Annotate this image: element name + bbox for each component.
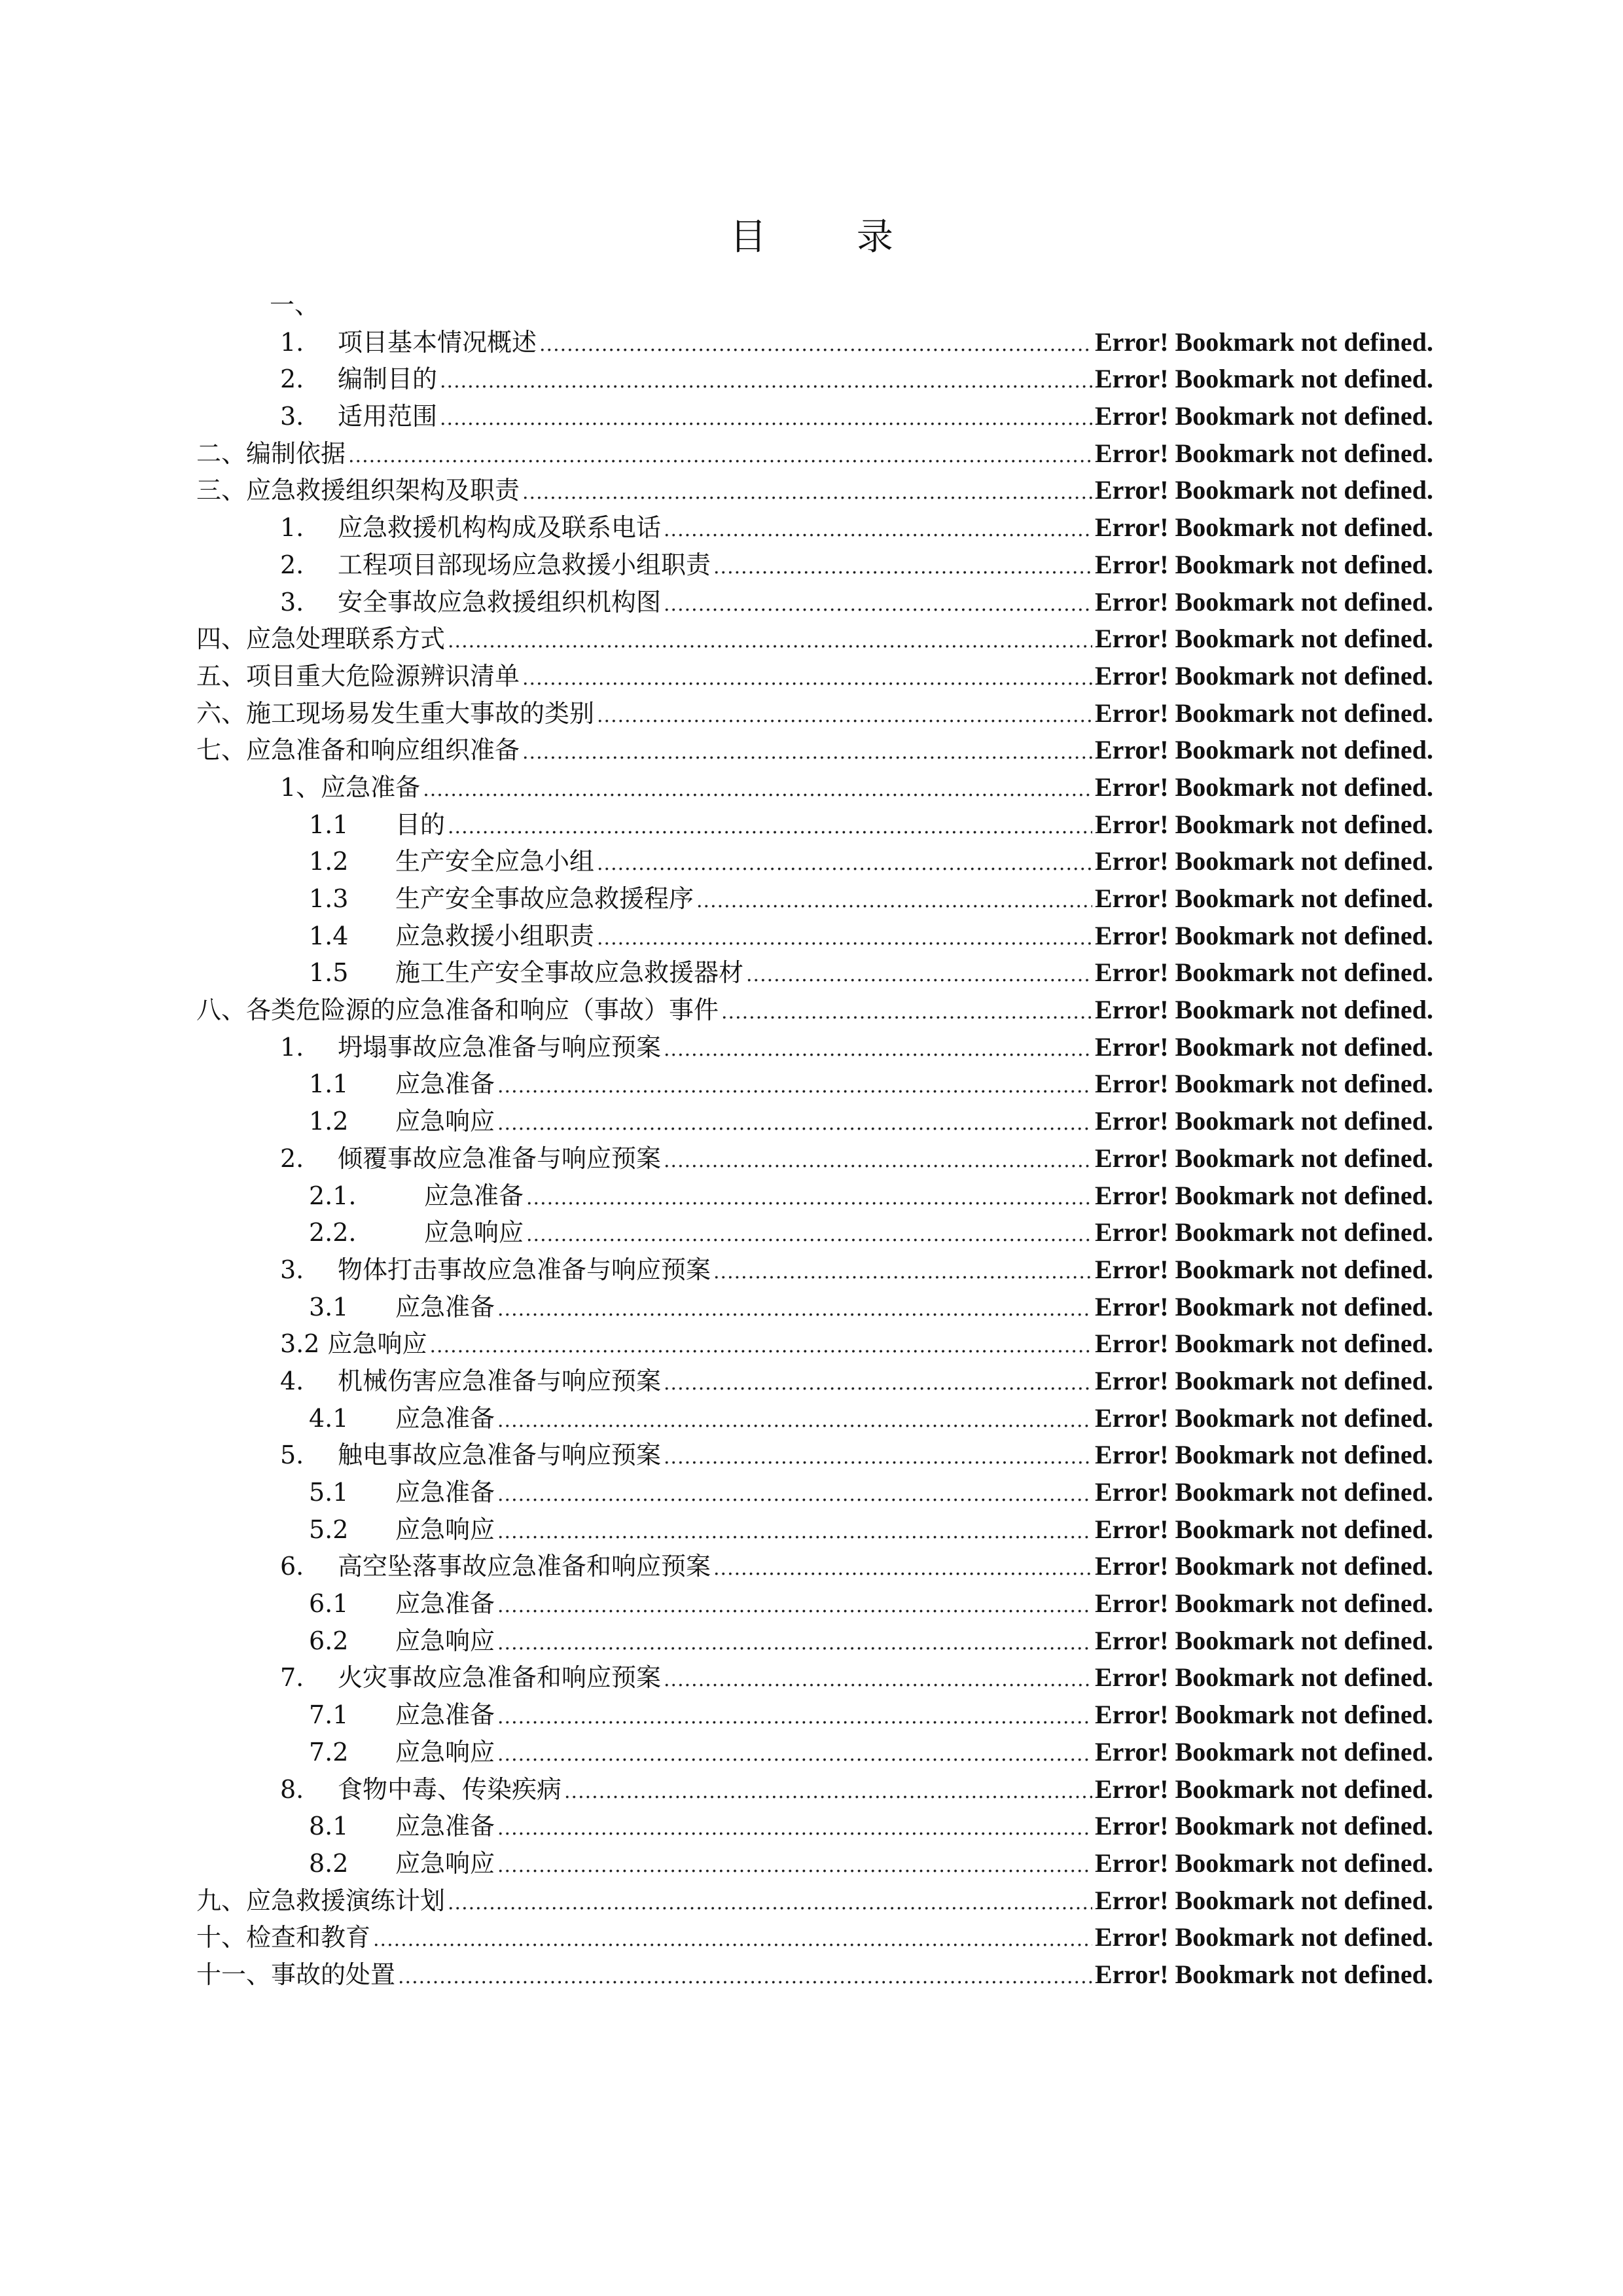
toc-entry-label: 编制目的 (338, 365, 438, 394)
toc-dot-leader (373, 1922, 1092, 1959)
toc-page-reference: Error! Bookmark not defined. (1094, 1774, 1433, 1804)
toc-dot-leader (497, 1068, 1092, 1105)
toc-entry[interactable] (196, 509, 1433, 547)
toc-dot-leader (664, 512, 1092, 549)
toc-page-reference: Error! Bookmark not defined. (1094, 920, 1433, 950)
toc-page-reference: Error! Bookmark not defined. (1094, 1365, 1433, 1395)
toc-page-reference: Error! Bookmark not defined. (1094, 1662, 1433, 1693)
toc-page-reference: Error! Bookmark not defined. (1094, 549, 1433, 579)
toc-entry-number: 3. (280, 1255, 304, 1284)
toc-entry-number: 5. (280, 1441, 304, 1470)
toc-entry-number: 1.2 (309, 1107, 349, 1136)
toc-page-reference: Error! Bookmark not defined. (1094, 1700, 1433, 1730)
toc-entry-number: 5.2 (309, 1515, 349, 1544)
toc-entry-label: 四、应急处理联系方式 (196, 624, 446, 654)
toc-entry-label: 应急准备 (395, 1403, 495, 1433)
toc-entry[interactable] (196, 1177, 1433, 1215)
toc-page-reference: Error! Bookmark not defined. (1094, 1922, 1433, 1952)
toc-dot-leader (664, 1031, 1092, 1069)
toc-entry-label: 物体打击事故应急准备与响应预案 (338, 1255, 711, 1284)
toc-entry-number: 8.2 (309, 1848, 349, 1878)
toc-dot-leader (430, 1328, 1092, 1365)
toc-entry[interactable] (196, 1919, 1433, 1956)
toc-entry[interactable] (196, 547, 1433, 584)
toc-page-reference: Error! Bookmark not defined. (1094, 772, 1433, 802)
toc-page-reference: Error! Bookmark not defined. (1094, 846, 1433, 876)
toc-page-reference: Error! Bookmark not defined. (1094, 698, 1433, 728)
toc-page-reference: Error! Bookmark not defined. (1094, 1625, 1433, 1655)
toc-entry-label: 七、应急准备和响应组织准备 (196, 736, 520, 765)
toc-page-reference: Error! Bookmark not defined. (1094, 401, 1433, 431)
toc-entry[interactable] (196, 1882, 1433, 1920)
toc-dot-leader (713, 549, 1092, 586)
toc-dot-leader (522, 734, 1092, 772)
toc-entry-number: 1. (280, 513, 304, 543)
toc-entry[interactable] (196, 324, 1433, 361)
toc-entry-number: 4.1 (309, 1403, 349, 1433)
toc-dot-leader (440, 363, 1092, 401)
toc-dot-leader (664, 1143, 1092, 1180)
toc-entry[interactable] (196, 1956, 1433, 1994)
toc-entry-label: 应急准备 (395, 1069, 495, 1099)
toc-entry-label: 倾覆事故应急准备与响应预案 (338, 1143, 662, 1173)
toc-dot-leader (713, 1254, 1092, 1291)
toc-entry[interactable] (196, 287, 1433, 324)
toc-page-reference: Error! Bookmark not defined. (1094, 1848, 1433, 1878)
toc-entry-label: 高空坠落事故应急准备和响应预案 (338, 1552, 711, 1581)
toc-entry[interactable] (196, 361, 1433, 398)
toc-entry-label: 目的 (395, 810, 446, 839)
toc-page-reference: Error! Bookmark not defined. (1094, 1477, 1433, 1507)
toc-page-reference: Error! Bookmark not defined. (1094, 1959, 1433, 1989)
toc-dot-leader (713, 1551, 1092, 1588)
toc-page-reference: Error! Bookmark not defined. (1094, 1180, 1433, 1210)
toc-page-reference: Error! Bookmark not defined. (1094, 1811, 1433, 1841)
toc-page-reference: Error! Bookmark not defined. (1094, 624, 1433, 654)
toc-entry-label: 二、编制依据 (196, 439, 346, 468)
toc-page-reference: Error! Bookmark not defined. (1094, 735, 1433, 765)
toc-entry[interactable] (196, 1029, 1433, 1066)
toc-entry[interactable] (196, 843, 1433, 880)
toc-entry[interactable] (196, 1696, 1433, 1734)
toc-dot-leader (448, 623, 1092, 660)
toc-entry-number: 1.3 (309, 884, 349, 913)
toc-dot-leader (664, 1662, 1092, 1699)
toc-entry-number: 3. (280, 587, 304, 617)
toc-entry[interactable] (196, 1363, 1433, 1400)
toc-entry-label: 火灾事故应急准备和响应预案 (338, 1663, 662, 1693)
toc-dot-leader (423, 772, 1092, 809)
toc-dot-leader (497, 1291, 1092, 1329)
toc-entry-label: 生产安全事故应急救援程序 (395, 884, 694, 913)
toc-entry-label: 六、施工现场易发生重大事故的类别 (196, 698, 595, 728)
toc-entry-number: 8.1 (309, 1812, 349, 1841)
toc-entry-label: 九、应急救援演练计划 (196, 1886, 446, 1915)
toc-entry[interactable] (196, 1325, 1433, 1363)
toc-entry-number: 2.2. (309, 1218, 357, 1247)
toc-entry-number: 1.5 (309, 958, 349, 988)
toc-page-reference: Error! Bookmark not defined. (1094, 475, 1433, 505)
toc-entry[interactable] (196, 769, 1433, 806)
toc-entry-label: 三、应急救援组织架构及职责 (196, 476, 520, 505)
toc-page-reference: Error! Bookmark not defined. (1094, 512, 1433, 543)
toc-entry[interactable] (196, 1140, 1433, 1177)
toc-page-reference: Error! Bookmark not defined. (1094, 995, 1433, 1025)
toc-dot-leader (526, 1217, 1092, 1254)
toc-entry-label: 应急救援小组职责 (395, 921, 595, 950)
toc-dot-leader (497, 1810, 1092, 1848)
toc-page-reference: Error! Bookmark not defined. (1094, 327, 1433, 357)
toc-page-reference: Error! Bookmark not defined. (1094, 1143, 1433, 1173)
toc-dot-leader (497, 1736, 1092, 1774)
toc-entry[interactable] (196, 658, 1433, 695)
toc-entry-label: 坍塌事故应急准备与响应预案 (338, 1032, 662, 1062)
toc-entry[interactable] (196, 954, 1433, 992)
toc-entry[interactable] (196, 1437, 1433, 1474)
toc-entry[interactable] (196, 620, 1433, 658)
toc-entry-label: 应急准备 (395, 1812, 495, 1841)
toc-entry[interactable] (196, 1066, 1433, 1103)
toc-entry[interactable] (196, 435, 1433, 473)
toc-entry[interactable] (196, 472, 1433, 509)
toc-dot-leader (497, 1105, 1092, 1143)
toc-entry-number: 7.2 (309, 1737, 349, 1767)
toc-entry-number: 2. (280, 550, 304, 579)
toc-entry-label: 应急响应 (395, 1626, 495, 1655)
toc-dot-leader (497, 1699, 1092, 1736)
toc-entry-number: 1.4 (309, 921, 349, 950)
toc-page-reference: Error! Bookmark not defined. (1094, 1514, 1433, 1544)
toc-entry-number: 3.1 (309, 1292, 349, 1321)
toc-entry-label: 安全事故应急救援组织机构图 (338, 587, 662, 617)
toc-entry[interactable] (196, 1734, 1433, 1771)
toc-page-reference: Error! Bookmark not defined. (1094, 1440, 1433, 1470)
toc-entry-label: 十一、事故的处置 (196, 1960, 396, 1989)
toc-entry[interactable] (196, 1808, 1433, 1845)
toc-page-reference: Error! Bookmark not defined. (1094, 1588, 1433, 1619)
toc-dot-leader (497, 1514, 1092, 1551)
toc-entry-label: 机械伤害应急准备与响应预案 (338, 1366, 662, 1395)
toc-entry[interactable] (196, 695, 1433, 732)
toc-entry[interactable] (196, 992, 1433, 1029)
toc-entry-number: 6.1 (309, 1589, 349, 1619)
toc-entry-label: 应急救援机构构成及联系电话 (338, 513, 662, 543)
toc-dot-leader (497, 1848, 1092, 1885)
toc-dot-leader (497, 1588, 1092, 1625)
toc-dot-leader (497, 1625, 1092, 1662)
toc-entry[interactable] (196, 1771, 1433, 1808)
toc-entry[interactable] (196, 1474, 1433, 1511)
toc-dot-leader (664, 1365, 1092, 1403)
toc-entry-label: 应急准备 (395, 1589, 495, 1619)
toc-entry[interactable] (196, 1511, 1433, 1549)
toc-dot-leader (448, 1885, 1092, 1922)
toc-page-reference: Error! Bookmark not defined. (1094, 586, 1433, 617)
toc-page-reference: Error! Bookmark not defined. (1094, 1736, 1433, 1767)
toc-dot-leader (440, 401, 1092, 438)
toc-entry-number: 1. (280, 1032, 304, 1062)
toc-entry-label: 十、检查和教育 (196, 1923, 371, 1952)
toc-page-reference: Error! Bookmark not defined. (1094, 958, 1433, 988)
toc-dot-leader (597, 846, 1092, 883)
toc-dot-leader (497, 1477, 1092, 1514)
toc-entry-number: 6. (280, 1552, 304, 1581)
toc-entry[interactable] (196, 732, 1433, 769)
toc-entry-number: 2. (280, 365, 304, 394)
toc-entry-label: 应急准备 (395, 1292, 495, 1321)
toc-entry-label: 五、项目重大危险源辨识清单 (196, 661, 520, 691)
toc-entry[interactable] (196, 1251, 1433, 1289)
toc-entry[interactable] (196, 1103, 1433, 1140)
toc-entry[interactable] (196, 584, 1433, 621)
toc-entry-label: 应急响应 (395, 1107, 495, 1136)
toc-entry[interactable] (196, 1659, 1433, 1696)
toc-entry-number: 7. (280, 1663, 304, 1693)
toc-entry-number: 5.1 (309, 1478, 349, 1507)
toc-page-reference: Error! Bookmark not defined. (1094, 1217, 1433, 1247)
toc-dot-leader (597, 920, 1092, 958)
toc-dot-leader (746, 957, 1092, 994)
toc-page-reference: Error! Bookmark not defined. (1094, 364, 1433, 394)
toc-entry-label: 应急响应 (424, 1218, 524, 1247)
toc-dot-leader (526, 1180, 1092, 1217)
toc-page-reference: Error! Bookmark not defined. (1094, 1329, 1433, 1359)
toc-page-reference: Error! Bookmark not defined. (1094, 1106, 1433, 1136)
toc-dot-leader (664, 1439, 1092, 1477)
toc-entry-number: 2. (280, 1143, 304, 1173)
toc-entry-label: 一、 (270, 291, 320, 319)
toc-entry[interactable] (196, 1623, 1433, 1660)
toc-dot-leader (448, 809, 1092, 846)
toc-entry-label: 应急响应 (395, 1515, 495, 1544)
toc-entry-label: 应急响应 (395, 1737, 495, 1767)
toc-page-reference: Error! Bookmark not defined. (1094, 1254, 1433, 1284)
toc-page-reference: Error! Bookmark not defined. (1094, 1069, 1433, 1099)
toc-entry-label: 应急准备 (424, 1181, 524, 1210)
toc-entry-number: 4. (280, 1366, 304, 1395)
toc-dot-leader (522, 660, 1092, 698)
toc-entry[interactable] (196, 398, 1433, 435)
toc-entry-number: 2.1. (309, 1181, 357, 1210)
toc-dot-leader (539, 327, 1092, 364)
toc-entry-label: 施工生产安全事故应急救援器材 (395, 958, 744, 988)
toc-entry-label: 应急准备 (395, 1478, 495, 1507)
toc-dot-leader (348, 438, 1092, 475)
toc-entry[interactable] (196, 1289, 1433, 1326)
toc-entry-number: 1.1 (309, 1069, 349, 1099)
toc-entry-label: 食物中毒、传染疾病 (338, 1774, 562, 1804)
toc-entry-number: 1.1 (309, 810, 349, 839)
table-of-contents (196, 287, 1433, 1994)
toc-entry-label: 触电事故应急准备与响应预案 (338, 1441, 662, 1470)
toc-page-reference: Error! Bookmark not defined. (1094, 438, 1433, 468)
toc-entry-label: 1、应急准备 (280, 772, 421, 802)
toc-entry-number: 1. (280, 327, 304, 357)
toc-dot-leader (721, 994, 1092, 1031)
toc-entry[interactable] (196, 880, 1433, 918)
toc-dot-leader (696, 883, 1092, 920)
toc-entry[interactable] (196, 918, 1433, 955)
toc-entry-label: 应急响应 (395, 1848, 495, 1878)
toc-entry[interactable] (196, 1845, 1433, 1882)
toc-page-reference: Error! Bookmark not defined. (1094, 1403, 1433, 1433)
toc-entry-number: 6.2 (309, 1626, 349, 1655)
toc-entry[interactable] (196, 1214, 1433, 1251)
toc-entry[interactable] (196, 1400, 1433, 1437)
toc-entry[interactable] (196, 1585, 1433, 1623)
toc-page-reference: Error! Bookmark not defined. (1094, 809, 1433, 839)
toc-entry-label: 项目基本情况概述 (338, 327, 537, 357)
toc-page-reference: Error! Bookmark not defined. (1094, 660, 1433, 691)
toc-entry-number: 8. (280, 1774, 304, 1804)
page-title: 目 录 (730, 216, 933, 259)
toc-entry-label: 3.2 应急响应 (280, 1329, 427, 1359)
toc-page-reference: Error! Bookmark not defined. (1094, 1031, 1433, 1062)
toc-dot-leader (522, 475, 1092, 512)
toc-dot-leader (664, 586, 1092, 624)
toc-page-reference: Error! Bookmark not defined. (1094, 1291, 1433, 1321)
toc-entry-number: 7.1 (309, 1700, 349, 1730)
toc-entry-label: 生产安全应急小组 (395, 847, 595, 876)
toc-dot-leader (497, 1403, 1092, 1440)
toc-page-reference: Error! Bookmark not defined. (1094, 1885, 1433, 1915)
toc-entry-label: 适用范围 (338, 402, 438, 431)
toc-entry-label: 应急准备 (395, 1700, 495, 1730)
toc-entry-number: 3. (280, 402, 304, 431)
toc-dot-leader (564, 1774, 1092, 1811)
toc-entry-number: 1.2 (309, 847, 349, 876)
toc-page-reference: Error! Bookmark not defined. (1094, 1551, 1433, 1581)
toc-dot-leader (398, 1959, 1092, 1996)
toc-page-reference: Error! Bookmark not defined. (1094, 884, 1433, 913)
toc-entry-label: 工程项目部现场应急救援小组职责 (338, 550, 711, 579)
toc-entry[interactable] (196, 1548, 1433, 1585)
toc-entry-label: 八、各类危险源的应急准备和响应（事故）事件 (196, 996, 719, 1025)
toc-dot-leader (597, 698, 1092, 735)
toc-entry[interactable] (196, 806, 1433, 844)
